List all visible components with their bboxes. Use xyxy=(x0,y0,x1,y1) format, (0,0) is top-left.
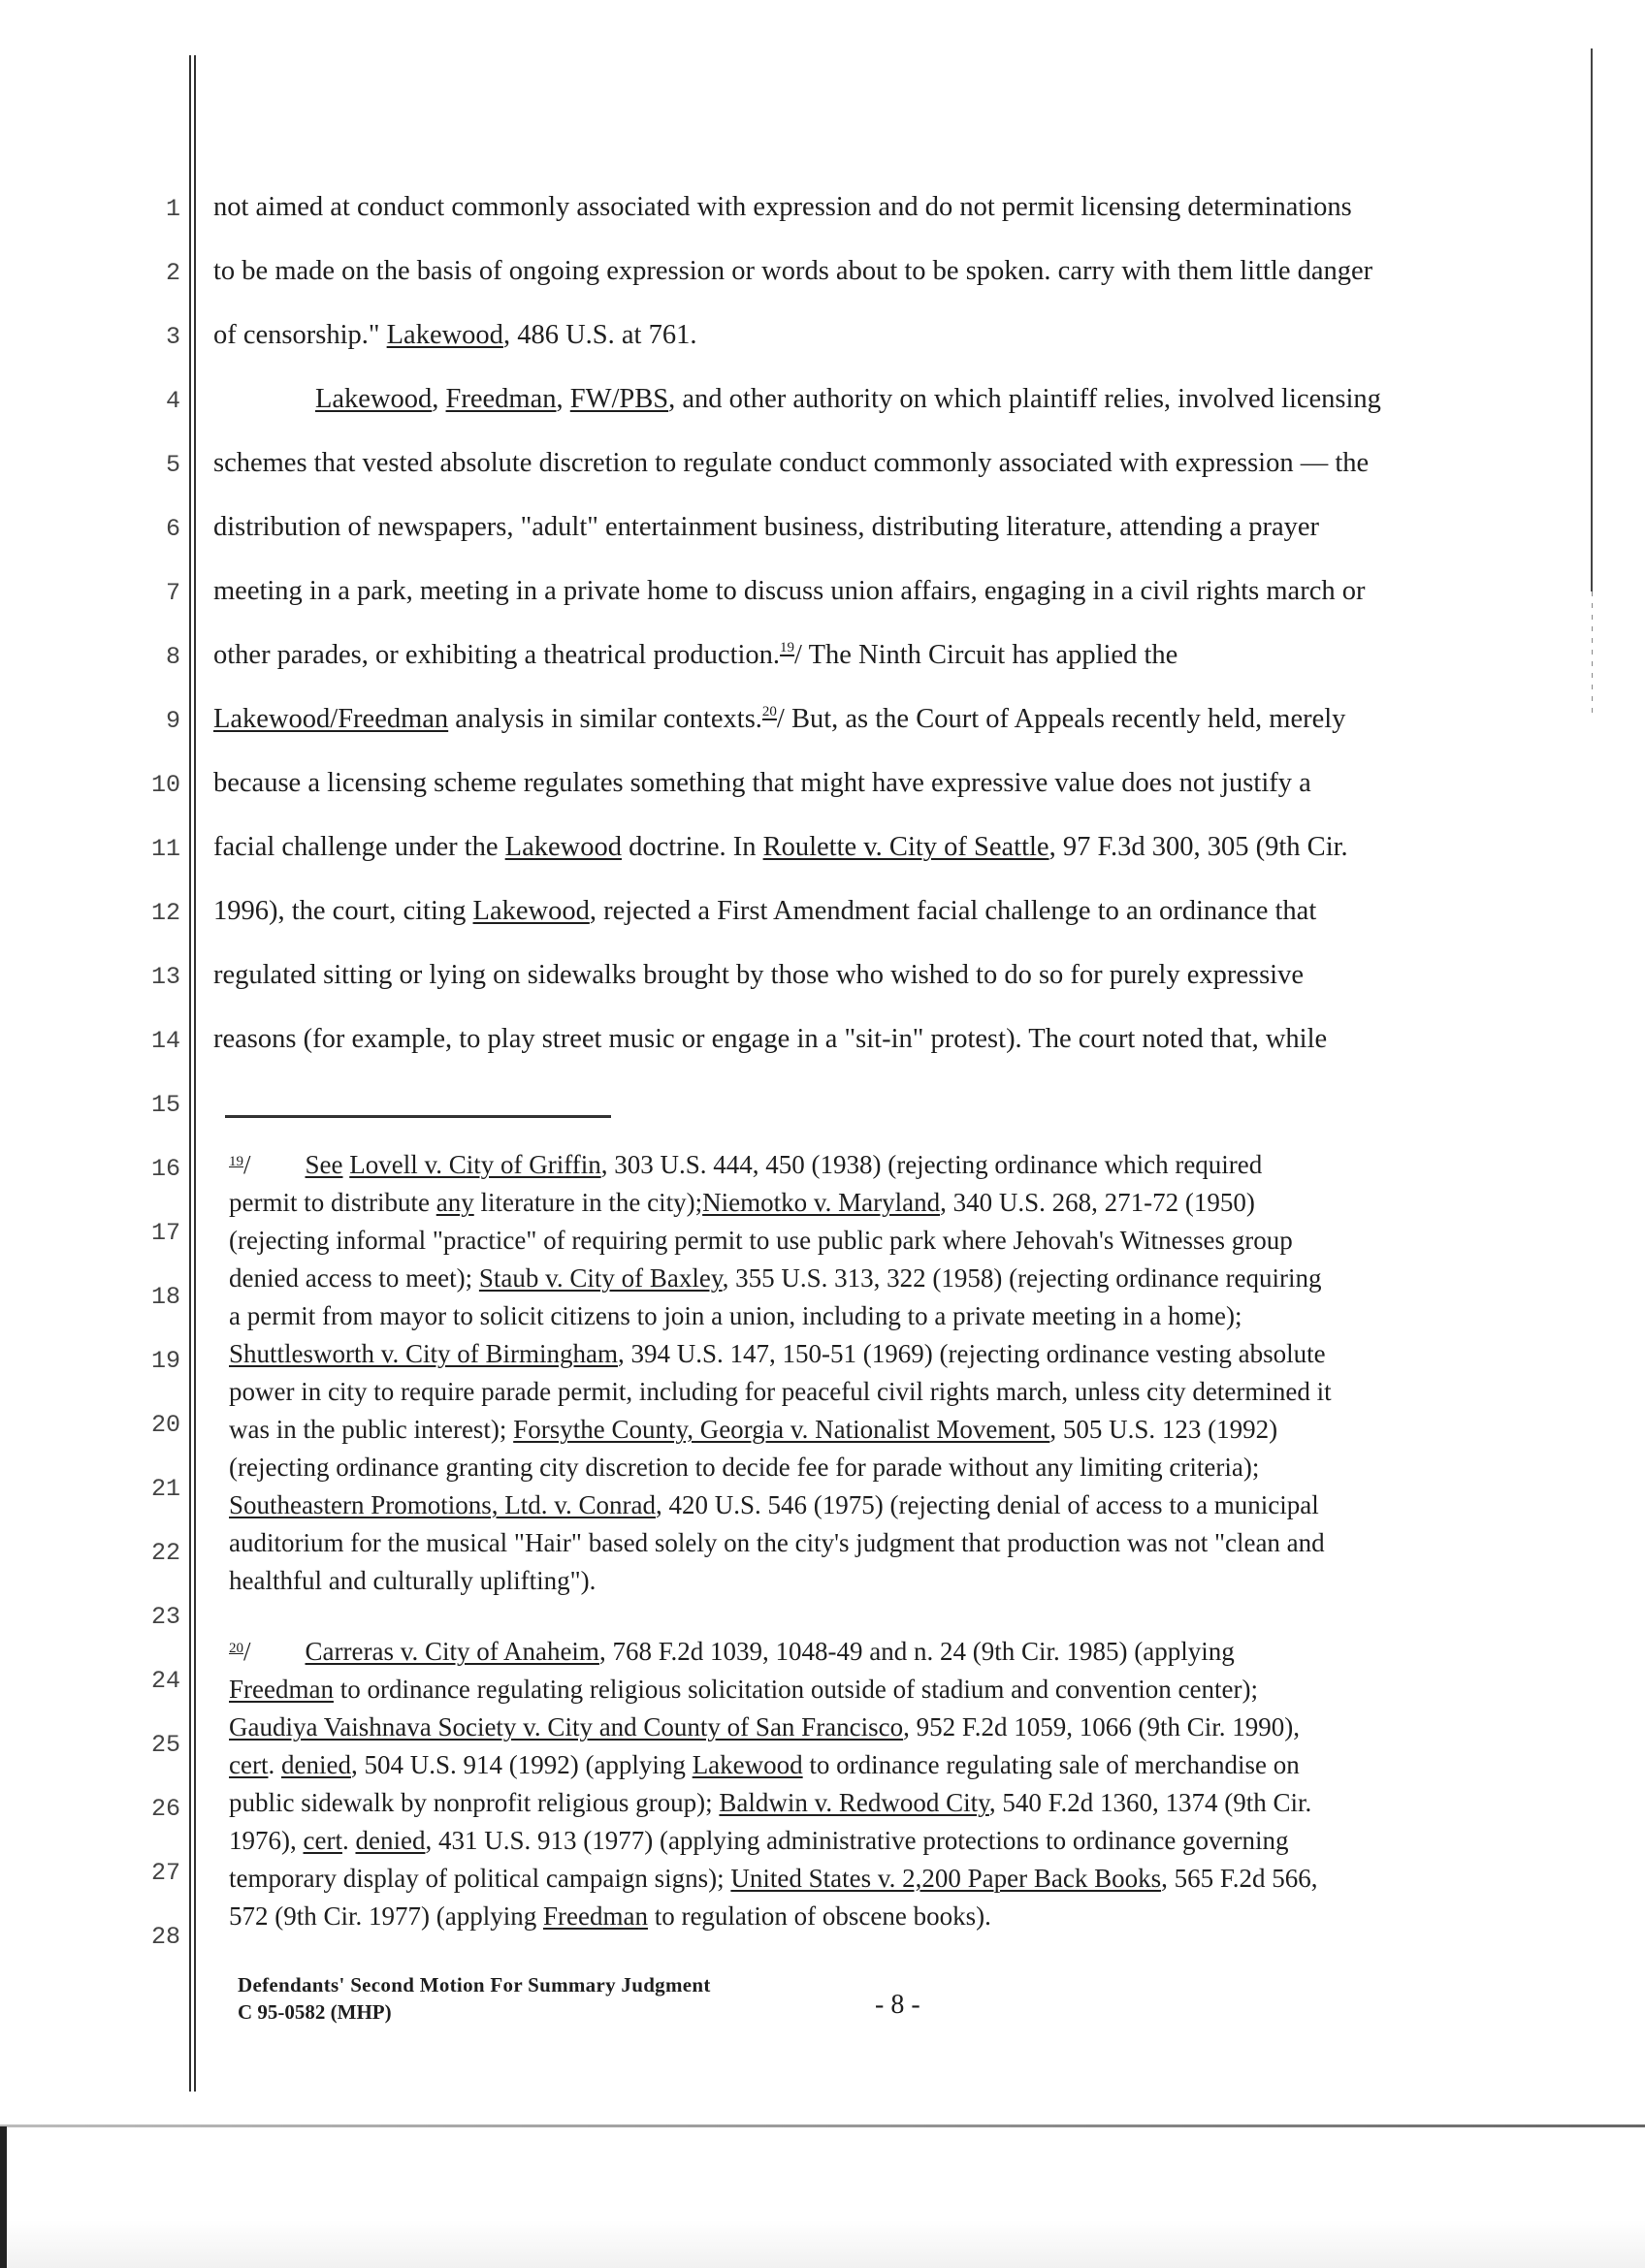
body-line: because a licensing scheme regulates something that might have expressive value does not justify a xyxy=(213,768,1311,798)
scan-shadow-band xyxy=(0,2126,7,2268)
case-citation: Lakewood xyxy=(504,832,622,862)
footnote-line: Freedman to ordinance regulating religious solicitation outside of stadium and convention center); xyxy=(229,1675,1258,1704)
case-citation: Staub v. City of Baxley xyxy=(478,1263,723,1293)
line-number: 6 xyxy=(165,515,180,543)
footer-case-number: C 95-0582 (MHP) xyxy=(238,2000,392,2024)
footnote-reference[interactable]: 19 xyxy=(780,640,795,655)
line-number: 9 xyxy=(165,707,180,735)
line-number: 1 xyxy=(165,195,180,223)
case-citation: Freedman xyxy=(542,1901,648,1931)
body-line: Lakewood/Freedman analysis in similar contexts.$^{20}$/ But, as the Court of Appeals recently held, merely xyxy=(213,704,1346,734)
footnote-line: (rejecting informal "practice" of requiring permit to use public park where Jehovah's Witnesses group xyxy=(229,1226,1293,1255)
body-line: meeting in a park, meeting in a private home to discuss union affairs, engaging in a civil rights march or xyxy=(213,576,1366,606)
case-citation: Lakewood xyxy=(692,1750,803,1779)
footnote-marker: 19 xyxy=(229,1154,243,1169)
body-line: reasons (for example, to play street music or engage in a "sit-in" protest). The court noted that, while xyxy=(213,1024,1328,1054)
footer-document-title: Defendants' Second Motion For Summary Judgment xyxy=(238,1973,711,1996)
case-citation: Lovell v. City of Griffin xyxy=(349,1150,601,1179)
body-line: distribution of newspapers, "adult" entertainment business, distributing literature, attending a prayer xyxy=(213,512,1320,542)
scan-page-edge xyxy=(0,2124,1645,2127)
body-line: regulated sitting or lying on sidewalks brought by those who wished to do so for purely expressive xyxy=(213,960,1304,990)
footnote-line: healthful and culturally uplifting"). xyxy=(229,1566,597,1595)
footnote-line: 572 (9th Cir. 1977) (applying Freedman to regulation of obscene books). xyxy=(229,1901,991,1931)
footnote-line: temporary display of political campaign signs); United States v. 2,200 Paper Back Books, 565 F.2d 566, xyxy=(229,1864,1318,1893)
body-line: schemes that vested absolute discretion to regulate conduct commonly associated with expression — the xyxy=(213,448,1370,478)
signal-see: See xyxy=(305,1150,343,1179)
line-number: 8 xyxy=(165,643,180,671)
footnote-line: was in the public interest); Forsythe County, Georgia v. Nationalist Movement, 505 U.S. 123 (1992) xyxy=(229,1415,1278,1444)
case-citation: Lakewood xyxy=(315,384,433,414)
line-number: 18 xyxy=(150,1283,180,1311)
line-number: 23 xyxy=(150,1603,180,1631)
case-citation: Gaudiya Vaishnava Society v. City and County of San Francisco xyxy=(229,1712,904,1741)
case-citation: Freedman xyxy=(445,384,557,414)
case-citation: Baldwin v. Redwood City xyxy=(719,1788,989,1817)
line-number: 12 xyxy=(150,899,180,927)
line-number: 21 xyxy=(150,1475,180,1503)
body-line: not aimed at conduct commonly associated with expression and do not permit licensing determinations xyxy=(213,192,1352,222)
line-number: 2 xyxy=(165,259,180,287)
line-number: 5 xyxy=(165,451,180,479)
line-number: 15 xyxy=(150,1091,180,1119)
line-number: 17 xyxy=(150,1219,180,1247)
footnote-line: 1976), cert. denied, 431 U.S. 913 (1977) (applying administrative protections to ordinance governing xyxy=(229,1826,1289,1855)
line-number: 22 xyxy=(150,1539,180,1567)
scan-bottom-shade xyxy=(7,2220,1645,2268)
line-number: 20 xyxy=(150,1411,180,1439)
footnote-line: denied access to meet); Staub v. City of Baxley, 355 U.S. 313, 322 (1958) (rejecting ordinance requiring xyxy=(229,1263,1322,1293)
footnote-line: permit to distribute any literature in the city);Niemotko v. Maryland, 340 U.S. 268, 271-72 (1950) xyxy=(229,1188,1255,1217)
footnote-line: cert. denied, 504 U.S. 914 (1992) (applying Lakewood to ordinance regulating sale of merchandise on xyxy=(229,1750,1300,1779)
page-number: - 8 - xyxy=(875,1990,920,2020)
case-citation: Forsythe County, Georgia v. Nationalist Movement xyxy=(513,1415,1050,1444)
footnote-line: public sidewalk by nonprofit religious group); Baldwin v. Redwood City, 540 F.2d 1360, 1374 (9th Cir. xyxy=(229,1788,1312,1817)
line-number: 3 xyxy=(165,323,180,351)
body-line: 1996), the court, citing Lakewood, rejected a First Amendment facial challenge to an ordinance that xyxy=(213,896,1317,926)
line-number: 13 xyxy=(150,963,180,991)
case-citation: Niemotko v. Maryland xyxy=(702,1188,941,1217)
body-line: of censorship." Lakewood, 486 U.S. at 761. xyxy=(213,320,697,350)
footnote-line: auditorium for the musical "Hair" based solely on the city's judgment that production was not "clean and xyxy=(229,1528,1325,1557)
body-line: facial challenge under the Lakewood doctrine. In Roulette v. City of Seattle, 97 F.3d 300, 305 (9th Cir. xyxy=(213,832,1348,862)
footnote-line: a permit from mayor to solicit citizens to join a union, including to a private meeting in a home); xyxy=(229,1301,1242,1330)
footnote-line: Gaudiya Vaishnava Society v. City and County of San Francisco, 952 F.2d 1059, 1066 (9th Cir. 1990), xyxy=(229,1712,1301,1741)
footnote-reference[interactable]: 20 xyxy=(761,704,777,719)
case-citation: Shuttlesworth v. City of Birmingham xyxy=(229,1339,618,1368)
footnote-separator xyxy=(225,1115,611,1118)
left-margin-rule xyxy=(194,55,196,2092)
case-citation: Lakewood/Freedman xyxy=(213,704,449,734)
case-citation: Freedman xyxy=(229,1675,334,1704)
body-line: Lakewood, Freedman, FW/PBS, and other authority on which plaintiff relies, involved licensing xyxy=(315,384,1381,414)
line-number: 24 xyxy=(150,1667,180,1695)
body-line: to be made on the basis of ongoing expression or words about to be spoken. carry with them little danger xyxy=(213,256,1373,286)
line-number: 10 xyxy=(150,771,180,799)
footnote-line: $^{19}$/ See Lovell v. City of Griffin, 303 U.S. 444, 450 (1938) (rejecting ordinance which required xyxy=(229,1150,1263,1179)
footnote-line: Southeastern Promotions, Ltd. v. Conrad, 420 U.S. 546 (1975) (rejecting denial of access to a municipal xyxy=(229,1490,1319,1519)
line-number: 26 xyxy=(150,1795,180,1823)
line-number: 11 xyxy=(150,835,180,863)
case-citation: Carreras v. City of Anaheim xyxy=(305,1637,599,1666)
line-number: 16 xyxy=(150,1155,180,1183)
footnote-line: $^{20}$/ Carreras v. City of Anaheim, 768 F.2d 1039, 1048-49 and n. 24 (9th Cir. 1985) (applying xyxy=(229,1637,1235,1666)
body-line: other parades, or exhibiting a theatrical production.$^{19}$/ The Ninth Circuit has applied the xyxy=(213,640,1178,670)
footnote-line: power in city to require parade permit, including for peaceful civil rights march, unless city determined it xyxy=(229,1377,1332,1406)
line-number: 25 xyxy=(150,1731,180,1759)
case-citation: United States v. 2,200 Paper Back Books xyxy=(730,1864,1162,1893)
footnote-line: Shuttlesworth v. City of Birmingham, 394 U.S. 147, 150-51 (1969) (rejecting ordinance vesting absolute xyxy=(229,1339,1326,1368)
line-number: 14 xyxy=(150,1027,180,1055)
line-number: 28 xyxy=(150,1923,180,1951)
case-citation: Southeastern Promotions, Ltd. v. Conrad xyxy=(229,1490,656,1519)
footnote-line: (rejecting ordinance granting city discretion to decide fee for parade without any limiting criteria); xyxy=(229,1453,1260,1482)
case-citation: Lakewood xyxy=(386,320,503,350)
right-margin-rule-faded xyxy=(1592,591,1593,718)
left-margin-rule xyxy=(189,55,191,2092)
line-number: 4 xyxy=(165,387,180,415)
line-number: 7 xyxy=(165,579,180,607)
right-margin-rule xyxy=(1591,48,1593,591)
footnote-marker: 20 xyxy=(229,1641,243,1656)
case-citation: Roulette v. City of Seattle xyxy=(762,832,1049,862)
line-number: 19 xyxy=(150,1347,180,1375)
case-citation: FW/PBS xyxy=(569,384,669,414)
case-citation: Lakewood xyxy=(472,896,590,926)
line-number: 27 xyxy=(150,1859,180,1887)
